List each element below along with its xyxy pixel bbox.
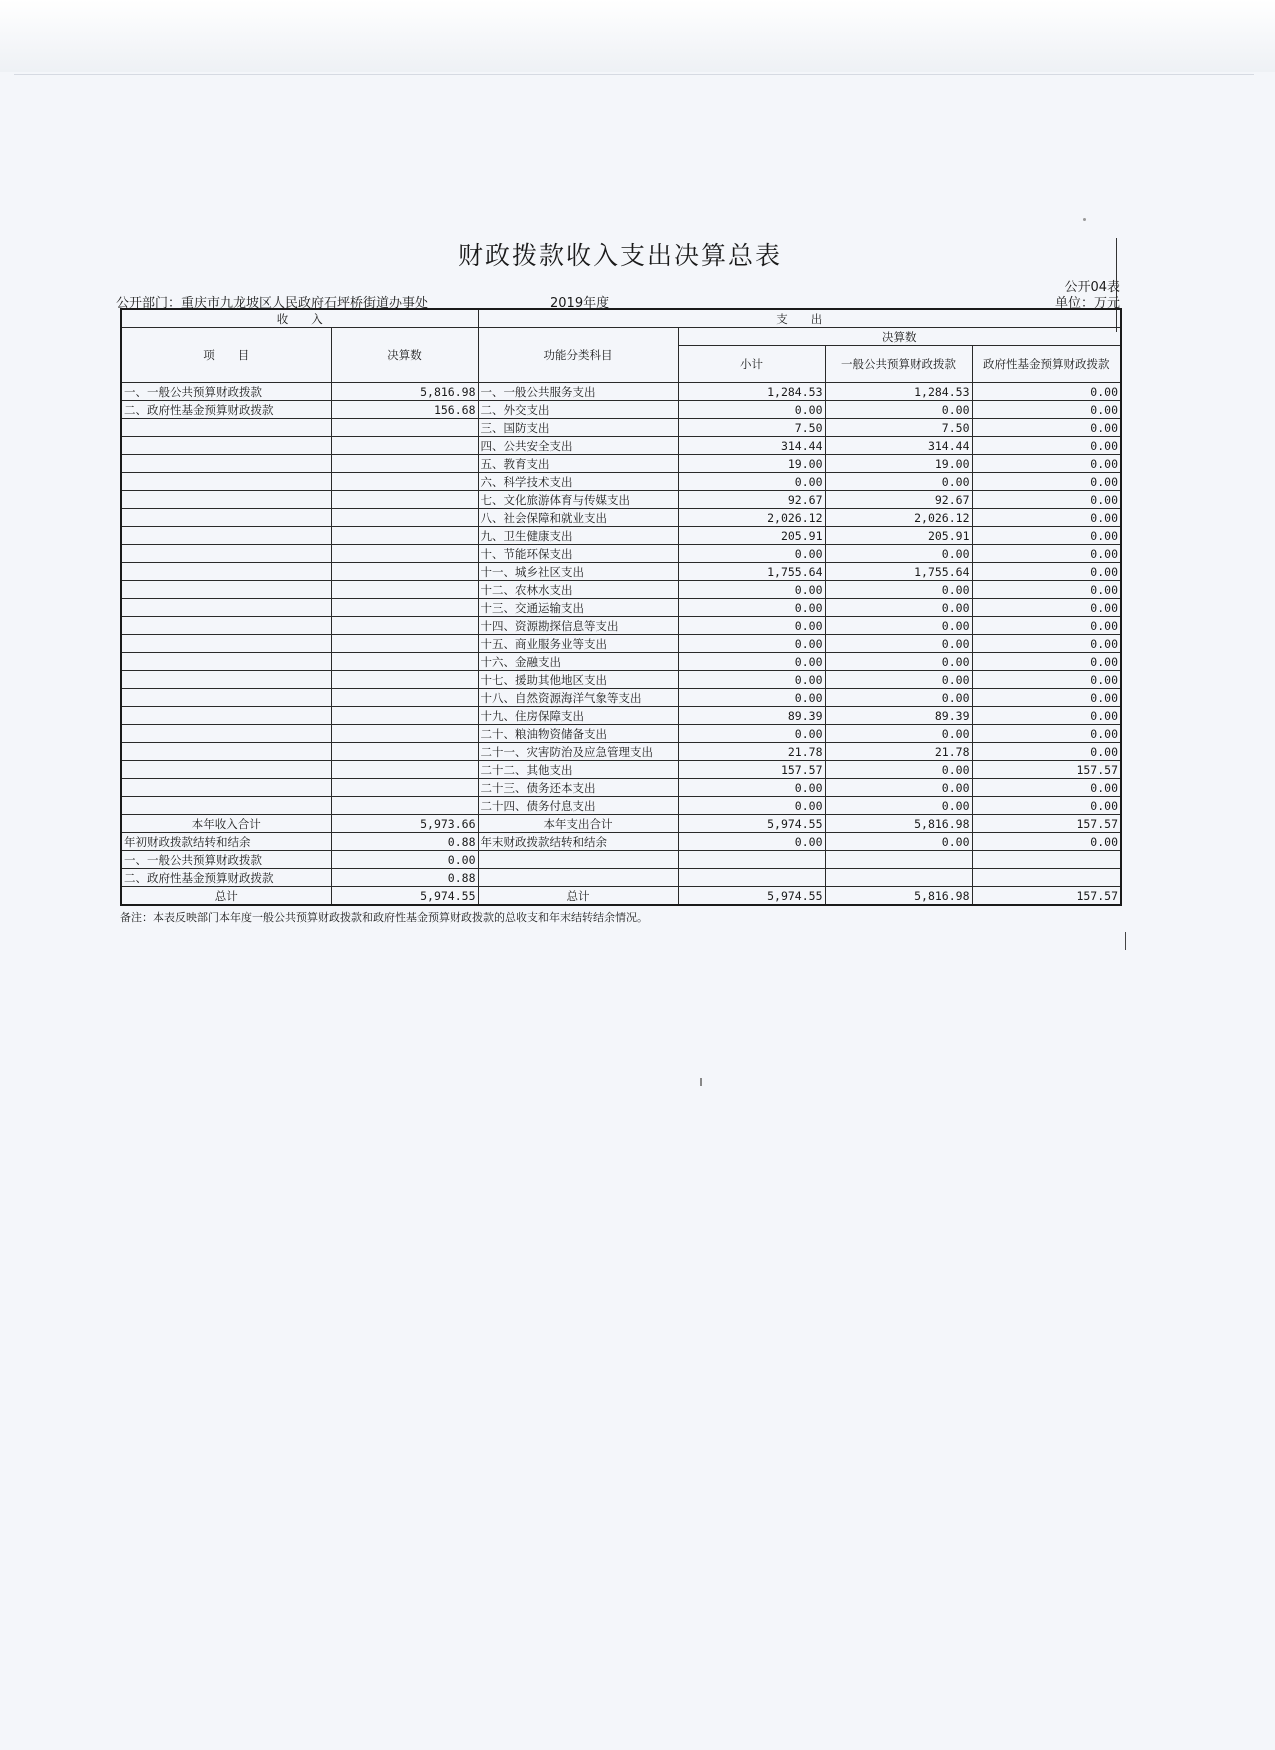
income-amount bbox=[331, 617, 478, 635]
table-row bbox=[121, 419, 1121, 437]
expense-item: 十三、交通运输支出 bbox=[478, 599, 678, 617]
expense-general: 7.50 bbox=[825, 419, 972, 437]
income-amount bbox=[331, 491, 478, 509]
expense-general: 205.91 bbox=[825, 527, 972, 545]
finance-table bbox=[120, 308, 1122, 906]
empty-cell bbox=[478, 851, 678, 869]
expense-subtotal: 92.67 bbox=[678, 491, 825, 509]
expense-fund: 0.00 bbox=[972, 743, 1121, 761]
carry-out-fund: 0.00 bbox=[972, 833, 1121, 851]
income-item bbox=[121, 617, 331, 635]
income-amount bbox=[331, 509, 478, 527]
expense-subtotal: 0.00 bbox=[678, 581, 825, 599]
income-amount bbox=[331, 599, 478, 617]
income-item bbox=[121, 743, 331, 761]
expense-item: 二十四、债务付息支出 bbox=[478, 797, 678, 815]
income-amount bbox=[331, 527, 478, 545]
expense-general: 0.00 bbox=[825, 725, 972, 743]
income-amount bbox=[331, 563, 478, 581]
income-item bbox=[121, 419, 331, 437]
expense-fund: 0.00 bbox=[972, 725, 1121, 743]
income-item bbox=[121, 689, 331, 707]
expense-header: 支 出 bbox=[478, 309, 1121, 328]
expense-subtotal: 0.00 bbox=[678, 473, 825, 491]
expense-item: 十二、农林水支出 bbox=[478, 581, 678, 599]
expense-subtotal: 19.00 bbox=[678, 455, 825, 473]
income-item bbox=[121, 491, 331, 509]
expense-item: 一、一般公共服务支出 bbox=[478, 383, 678, 401]
expense-general: 0.00 bbox=[825, 671, 972, 689]
expense-fund: 0.00 bbox=[972, 527, 1121, 545]
expense-subtotal: 1,284.53 bbox=[678, 383, 825, 401]
expense-general: 19.00 bbox=[825, 455, 972, 473]
income-amount bbox=[331, 473, 478, 491]
expense-subtotal: 157.57 bbox=[678, 761, 825, 779]
carry-in-label: 年初财政拨款结转和结余 bbox=[121, 833, 331, 851]
expense-item: 四、公共安全支出 bbox=[478, 437, 678, 455]
expense-subtotal: 0.00 bbox=[678, 599, 825, 617]
expense-fund: 0.00 bbox=[972, 383, 1121, 401]
expense-item: 三、国防支出 bbox=[478, 419, 678, 437]
footnote: 备注：本表反映部门本年度一般公共预算财政拨款和政府性基金预算财政拨款的总收支和年末结转结余情况。 bbox=[120, 911, 648, 924]
expense-subtotal: 0.00 bbox=[678, 545, 825, 563]
income-item bbox=[121, 509, 331, 527]
table-row bbox=[121, 617, 1121, 635]
expense-fund: 0.00 bbox=[972, 437, 1121, 455]
expense-fund: 157.57 bbox=[972, 761, 1121, 779]
expense-item: 十五、商业服务业等支出 bbox=[478, 635, 678, 653]
expense-subtotal: 0.00 bbox=[678, 653, 825, 671]
table-row bbox=[121, 545, 1121, 563]
table-row bbox=[121, 707, 1121, 725]
expense-general: 0.00 bbox=[825, 401, 972, 419]
table-row bbox=[121, 797, 1121, 815]
expense-fund: 0.00 bbox=[972, 779, 1121, 797]
func-header: 功能分类科目 bbox=[478, 328, 678, 383]
income-header: 收 入 bbox=[121, 309, 478, 328]
expense-item: 五、教育支出 bbox=[478, 455, 678, 473]
expense-fund: 0.00 bbox=[972, 401, 1121, 419]
income-item bbox=[121, 581, 331, 599]
expense-fund: 0.00 bbox=[972, 689, 1121, 707]
carry-in-fund-label: 二、政府性基金预算财政拨款 bbox=[121, 869, 331, 887]
income-amount bbox=[331, 581, 478, 599]
expense-total-sub: 5,974.55 bbox=[678, 815, 825, 833]
income-item bbox=[121, 779, 331, 797]
table-row bbox=[121, 491, 1121, 509]
expense-subtotal: 7.50 bbox=[678, 419, 825, 437]
income-item bbox=[121, 653, 331, 671]
expense-fund: 0.00 bbox=[972, 545, 1121, 563]
grand-total-label-left: 总计 bbox=[121, 887, 331, 906]
income-item bbox=[121, 725, 331, 743]
income-amount bbox=[331, 671, 478, 689]
scan-paper-edge bbox=[14, 74, 1254, 75]
expense-general: 0.00 bbox=[825, 473, 972, 491]
expense-fund: 0.00 bbox=[972, 581, 1121, 599]
income-item: 二、政府性基金预算财政拨款 bbox=[121, 401, 331, 419]
final-header: 决算数 bbox=[678, 328, 1121, 346]
expense-subtotal: 0.00 bbox=[678, 797, 825, 815]
income-total: 5,973.66 bbox=[331, 815, 478, 833]
table-row bbox=[121, 563, 1121, 581]
carry-in-fund: 0.88 bbox=[331, 869, 478, 887]
expense-fund: 0.00 bbox=[972, 707, 1121, 725]
expense-item: 十、节能环保支出 bbox=[478, 545, 678, 563]
expense-subtotal: 0.00 bbox=[678, 401, 825, 419]
expense-general: 0.00 bbox=[825, 689, 972, 707]
income-amount bbox=[331, 689, 478, 707]
income-item bbox=[121, 707, 331, 725]
expense-item: 十七、援助其他地区支出 bbox=[478, 671, 678, 689]
expense-item: 十九、住房保障支出 bbox=[478, 707, 678, 725]
table-row bbox=[121, 473, 1121, 491]
table-row bbox=[121, 509, 1121, 527]
empty-cell bbox=[678, 869, 825, 887]
expense-fund: 0.00 bbox=[972, 455, 1121, 473]
grand-income: 5,974.55 bbox=[331, 887, 478, 906]
expense-general: 0.00 bbox=[825, 797, 972, 815]
income-item bbox=[121, 761, 331, 779]
scan-speck bbox=[1083, 218, 1086, 221]
table-row bbox=[121, 527, 1121, 545]
document-page bbox=[116, 236, 1120, 925]
fund-header: 政府性基金预算财政拨款 bbox=[972, 346, 1121, 383]
expense-general: 0.00 bbox=[825, 761, 972, 779]
expense-fund: 0.00 bbox=[972, 473, 1121, 491]
scan-speck bbox=[700, 1078, 702, 1086]
table-row bbox=[121, 635, 1121, 653]
expense-general: 0.00 bbox=[825, 617, 972, 635]
grand-sub: 5,974.55 bbox=[678, 887, 825, 906]
income-item bbox=[121, 635, 331, 653]
expense-subtotal: 1,755.64 bbox=[678, 563, 825, 581]
income-item bbox=[121, 599, 331, 617]
table-row bbox=[121, 743, 1121, 761]
empty-cell bbox=[972, 869, 1121, 887]
expense-fund: 0.00 bbox=[972, 563, 1121, 581]
income-item bbox=[121, 797, 331, 815]
income-amount bbox=[331, 635, 478, 653]
expense-subtotal: 89.39 bbox=[678, 707, 825, 725]
expense-subtotal: 0.00 bbox=[678, 779, 825, 797]
table-row bbox=[121, 725, 1121, 743]
expense-subtotal: 0.00 bbox=[678, 689, 825, 707]
table-row bbox=[121, 833, 1121, 851]
general-header: 一般公共预算财政拨款 bbox=[825, 346, 972, 383]
expense-general: 21.78 bbox=[825, 743, 972, 761]
income-item: 一、一般公共预算财政拨款 bbox=[121, 383, 331, 401]
expense-general: 89.39 bbox=[825, 707, 972, 725]
department: 公开部门：重庆市九龙坡区人民政府石坪桥街道办事处 bbox=[116, 296, 429, 311]
expense-total-label: 本年支出合计 bbox=[478, 815, 678, 833]
form-number-row bbox=[120, 276, 1120, 295]
expense-subtotal: 2,026.12 bbox=[678, 509, 825, 527]
income-total-label: 本年收入合计 bbox=[121, 815, 331, 833]
carry-out-gen: 0.00 bbox=[825, 833, 972, 851]
document-title: 财政拨款收入支出决算总表 bbox=[457, 241, 782, 270]
expense-subtotal: 314.44 bbox=[678, 437, 825, 455]
expense-general: 0.00 bbox=[825, 653, 972, 671]
income-item bbox=[121, 527, 331, 545]
empty-cell bbox=[972, 851, 1121, 869]
unit-label: 单位：万元 bbox=[1054, 296, 1120, 311]
form-number: 公开04表 bbox=[1064, 280, 1120, 295]
expense-fund: 0.00 bbox=[972, 653, 1121, 671]
table-row bbox=[121, 581, 1121, 599]
expense-fund: 0.00 bbox=[972, 671, 1121, 689]
table-row bbox=[121, 779, 1121, 797]
expense-general: 0.00 bbox=[825, 779, 972, 797]
table-row bbox=[121, 869, 1121, 887]
empty-cell bbox=[678, 851, 825, 869]
expense-fund: 0.00 bbox=[972, 419, 1121, 437]
income-item bbox=[121, 671, 331, 689]
income-item bbox=[121, 545, 331, 563]
expense-general: 1,284.53 bbox=[825, 383, 972, 401]
expense-general: 314.44 bbox=[825, 437, 972, 455]
income-amount bbox=[331, 797, 478, 815]
expense-item: 二十、粮油物资储备支出 bbox=[478, 725, 678, 743]
empty-cell bbox=[825, 851, 972, 869]
expense-item: 二、外交支出 bbox=[478, 401, 678, 419]
expense-total-gen: 5,816.98 bbox=[825, 815, 972, 833]
expense-subtotal: 205.91 bbox=[678, 527, 825, 545]
expense-total-fund: 157.57 bbox=[972, 815, 1121, 833]
expense-item: 六、科学技术支出 bbox=[478, 473, 678, 491]
expense-subtotal: 0.00 bbox=[678, 725, 825, 743]
amount-header: 决算数 bbox=[331, 328, 478, 383]
expense-general: 1,755.64 bbox=[825, 563, 972, 581]
meta-row bbox=[116, 292, 1120, 311]
income-item bbox=[121, 563, 331, 581]
grand-fund: 157.57 bbox=[972, 887, 1121, 906]
income-amount bbox=[331, 725, 478, 743]
fiscal-year: 2019年度 bbox=[550, 296, 610, 311]
table-row bbox=[121, 599, 1121, 617]
expense-item: 九、卫生健康支出 bbox=[478, 527, 678, 545]
income-amount: 156.68 bbox=[331, 401, 478, 419]
expense-item: 十八、自然资源海洋气象等支出 bbox=[478, 689, 678, 707]
expense-subtotal: 0.00 bbox=[678, 671, 825, 689]
expense-fund: 0.00 bbox=[972, 797, 1121, 815]
table-row bbox=[121, 437, 1121, 455]
expense-item: 二十三、债务还本支出 bbox=[478, 779, 678, 797]
expense-subtotal: 21.78 bbox=[678, 743, 825, 761]
expense-subtotal: 0.00 bbox=[678, 635, 825, 653]
income-amount bbox=[331, 455, 478, 473]
expense-item: 二十二、其他支出 bbox=[478, 761, 678, 779]
empty-cell bbox=[825, 869, 972, 887]
scan-mark bbox=[1125, 932, 1126, 950]
table-row bbox=[121, 815, 1121, 833]
carry-out-label: 年末财政拨款结转和结余 bbox=[478, 833, 678, 851]
table-row bbox=[121, 689, 1121, 707]
income-amount bbox=[331, 545, 478, 563]
carry-out-sub: 0.00 bbox=[678, 833, 825, 851]
income-amount bbox=[331, 761, 478, 779]
expense-general: 0.00 bbox=[825, 545, 972, 563]
table-row bbox=[121, 401, 1121, 419]
item-header: 项 目 bbox=[121, 328, 331, 383]
table-row bbox=[121, 383, 1121, 401]
table-row bbox=[121, 671, 1121, 689]
income-amount bbox=[331, 707, 478, 725]
expense-fund: 0.00 bbox=[972, 491, 1121, 509]
expense-item: 十一、城乡社区支出 bbox=[478, 563, 678, 581]
income-amount bbox=[331, 437, 478, 455]
table-row bbox=[121, 455, 1121, 473]
expense-fund: 0.00 bbox=[972, 509, 1121, 527]
expense-fund: 0.00 bbox=[972, 617, 1121, 635]
table-body bbox=[121, 383, 1121, 815]
empty-cell bbox=[478, 869, 678, 887]
income-amount bbox=[331, 779, 478, 797]
income-amount bbox=[331, 419, 478, 437]
income-item bbox=[121, 437, 331, 455]
expense-item: 八、社会保障和就业支出 bbox=[478, 509, 678, 527]
expense-general: 92.67 bbox=[825, 491, 972, 509]
expense-general: 0.00 bbox=[825, 635, 972, 653]
carry-in: 0.88 bbox=[331, 833, 478, 851]
expense-fund: 0.00 bbox=[972, 599, 1121, 617]
expense-subtotal: 0.00 bbox=[678, 617, 825, 635]
expense-general: 0.00 bbox=[825, 599, 972, 617]
scan-margin bbox=[0, 0, 1275, 72]
subtotal-header: 小计 bbox=[678, 346, 825, 383]
carry-in-general: 0.00 bbox=[331, 851, 478, 869]
summary-body bbox=[121, 815, 1121, 906]
expense-general: 2,026.12 bbox=[825, 509, 972, 527]
carry-in-general-label: 一、一般公共预算财政拨款 bbox=[121, 851, 331, 869]
table-row bbox=[121, 851, 1121, 869]
income-item bbox=[121, 473, 331, 491]
expense-fund: 0.00 bbox=[972, 635, 1121, 653]
grand-gen: 5,816.98 bbox=[825, 887, 972, 906]
table-row bbox=[121, 761, 1121, 779]
expense-item: 十六、金融支出 bbox=[478, 653, 678, 671]
income-item bbox=[121, 455, 331, 473]
expense-item: 十四、资源勘探信息等支出 bbox=[478, 617, 678, 635]
expense-general: 0.00 bbox=[825, 581, 972, 599]
expense-item: 二十一、灾害防治及应急管理支出 bbox=[478, 743, 678, 761]
income-amount: 5,816.98 bbox=[331, 383, 478, 401]
table-row bbox=[121, 887, 1121, 906]
grand-total-label-right: 总计 bbox=[478, 887, 678, 906]
income-amount bbox=[331, 653, 478, 671]
income-amount bbox=[331, 743, 478, 761]
expense-item: 七、文化旅游体育与传媒支出 bbox=[478, 491, 678, 509]
table-row bbox=[121, 653, 1121, 671]
